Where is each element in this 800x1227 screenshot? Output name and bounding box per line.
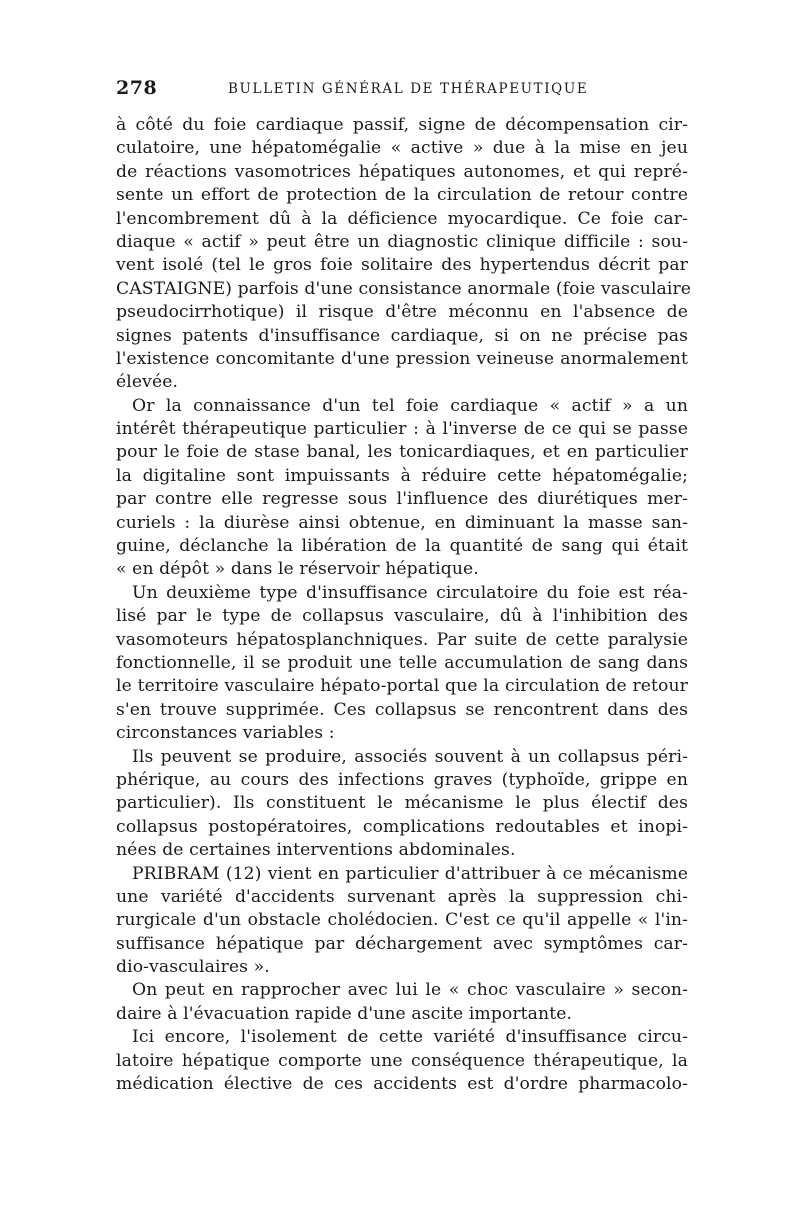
text-line: l'existence concomitante d'une pression veineuse anormalement (116, 348, 688, 369)
paragraph (116, 582, 688, 746)
text-line: vent isolé (tel le gros foie solitaire des hypertendus décrit par (116, 255, 688, 276)
paragraph (116, 1026, 688, 1096)
text-line: le territoire vasculaire hépato-portal que la circulation de retour (116, 676, 688, 697)
text-line: à côté du foie cardiaque passif, signe de décompensation cir- (116, 115, 688, 135)
text-line: sente un effort de protection de la circulation de retour contre (116, 185, 688, 206)
text-line: vasomoteurs hépatosplanchniques. Par suite de cette paralysie (116, 629, 688, 650)
text-line: particulier). Ils constituent le mécanisme le plus électif des (116, 793, 688, 814)
page-number: 278 (116, 77, 158, 99)
paragraph (116, 395, 688, 582)
body-text (116, 114, 692, 1096)
text-line: phérique, au cours des infections graves (typhoïde, grippe en (116, 769, 688, 790)
page-header (116, 77, 686, 103)
text-line: latoire hépatique comporte une conséquence thérapeutique, la (116, 1050, 688, 1071)
text-line: pour le foie de stase banal, les tonicardiaques, et en particulier (116, 442, 688, 463)
paragraph (116, 746, 688, 863)
text-line: lisé par le type de collapsus vasculaire, dû à l'inhibition des (116, 606, 688, 627)
text-line: la digitaline sont impuissants à réduire cette hépatomégalie; (116, 465, 688, 486)
text-line: par contre elle regresse sous l'influence des diurétiques mer- (116, 489, 688, 510)
text-line: PRIBRAM (12) vient en particulier d'attribuer à ce mécanisme (132, 863, 688, 884)
text-line: de réactions vasomotrices hépatiques autonomes, et qui repré- (116, 161, 688, 182)
text-line: guine, déclanche la libération de la quantité de sang qui était (116, 536, 688, 557)
text-line: Ils peuvent se produire, associés souvent à un collapsus péri- (132, 746, 688, 767)
text-line: circonstances variables : (116, 723, 335, 744)
text-line: culatoire, une hépatomégalie « active » due à la mise en jeu (116, 138, 688, 159)
paragraph (116, 979, 688, 1026)
text-line: daire à l'évacuation rapide d'une ascite importante. (116, 1003, 573, 1024)
text-line: Un deuxième type d'insuffisance circulatoire du foie est réa- (132, 582, 688, 603)
text-line: l'encombrement dû à la déficience myocardique. Ce foie car- (116, 208, 688, 229)
text-line: Ici encore, l'isolement de cette variété d'insuffisance circu- (132, 1027, 688, 1048)
text-line: « en dépôt » dans le réservoir hépatique. (116, 559, 479, 580)
text-line: élevée. (116, 372, 179, 393)
text-line: signes patents d'insuffisance cardiaque, si on ne précise pas (116, 325, 688, 346)
paragraph (116, 863, 688, 980)
text-line: collapsus postopératoires, complications redoutables et inopi- (116, 816, 688, 837)
text-line: pseudocirrhotique) il risque d'être méconnu en l'absence de (116, 302, 688, 323)
text-line: dio-vasculaires ». (116, 957, 270, 978)
text-line: On peut en rapprocher avec lui le « choc vasculaire » secon- (132, 980, 688, 1001)
text-line: rurgicale d'un obstacle cholédocien. C'est ce qu'il appelle « l'in- (116, 910, 688, 931)
paragraph (116, 114, 692, 395)
text-line: suffisance hépatique par déchargement avec symptômes car- (116, 933, 688, 954)
text-line: CASTAIGNE) parfois d'une consistance anormale (foie vasculaire (116, 278, 692, 299)
text-line: une variété d'accidents survenant après la suppression chi- (116, 886, 688, 907)
text-line: médication élective de ces accidents est d'ordre pharmacolo- (116, 1074, 688, 1095)
text-line: intérêt thérapeutique particulier : à l'inverse de ce qui se passe (116, 419, 688, 440)
running-title: BULLETIN GÉNÉRAL DE THÉRAPEUTIQUE (228, 81, 589, 97)
text-line: s'en trouve supprimée. Ces collapsus se rencontrent dans des (116, 699, 688, 720)
text-line: Or la connaissance d'un tel foie cardiaque « actif » a un (132, 395, 688, 416)
text-line: diaque « actif » peut être un diagnostic clinique difficile : sou- (116, 231, 688, 252)
text-line: fonctionnelle, il se produit une telle accumulation de sang dans (116, 652, 688, 673)
text-line: nées de certaines interventions abdominales. (116, 840, 516, 861)
text-line: curiels : la diurèse ainsi obtenue, en diminuant la masse san- (116, 512, 688, 533)
